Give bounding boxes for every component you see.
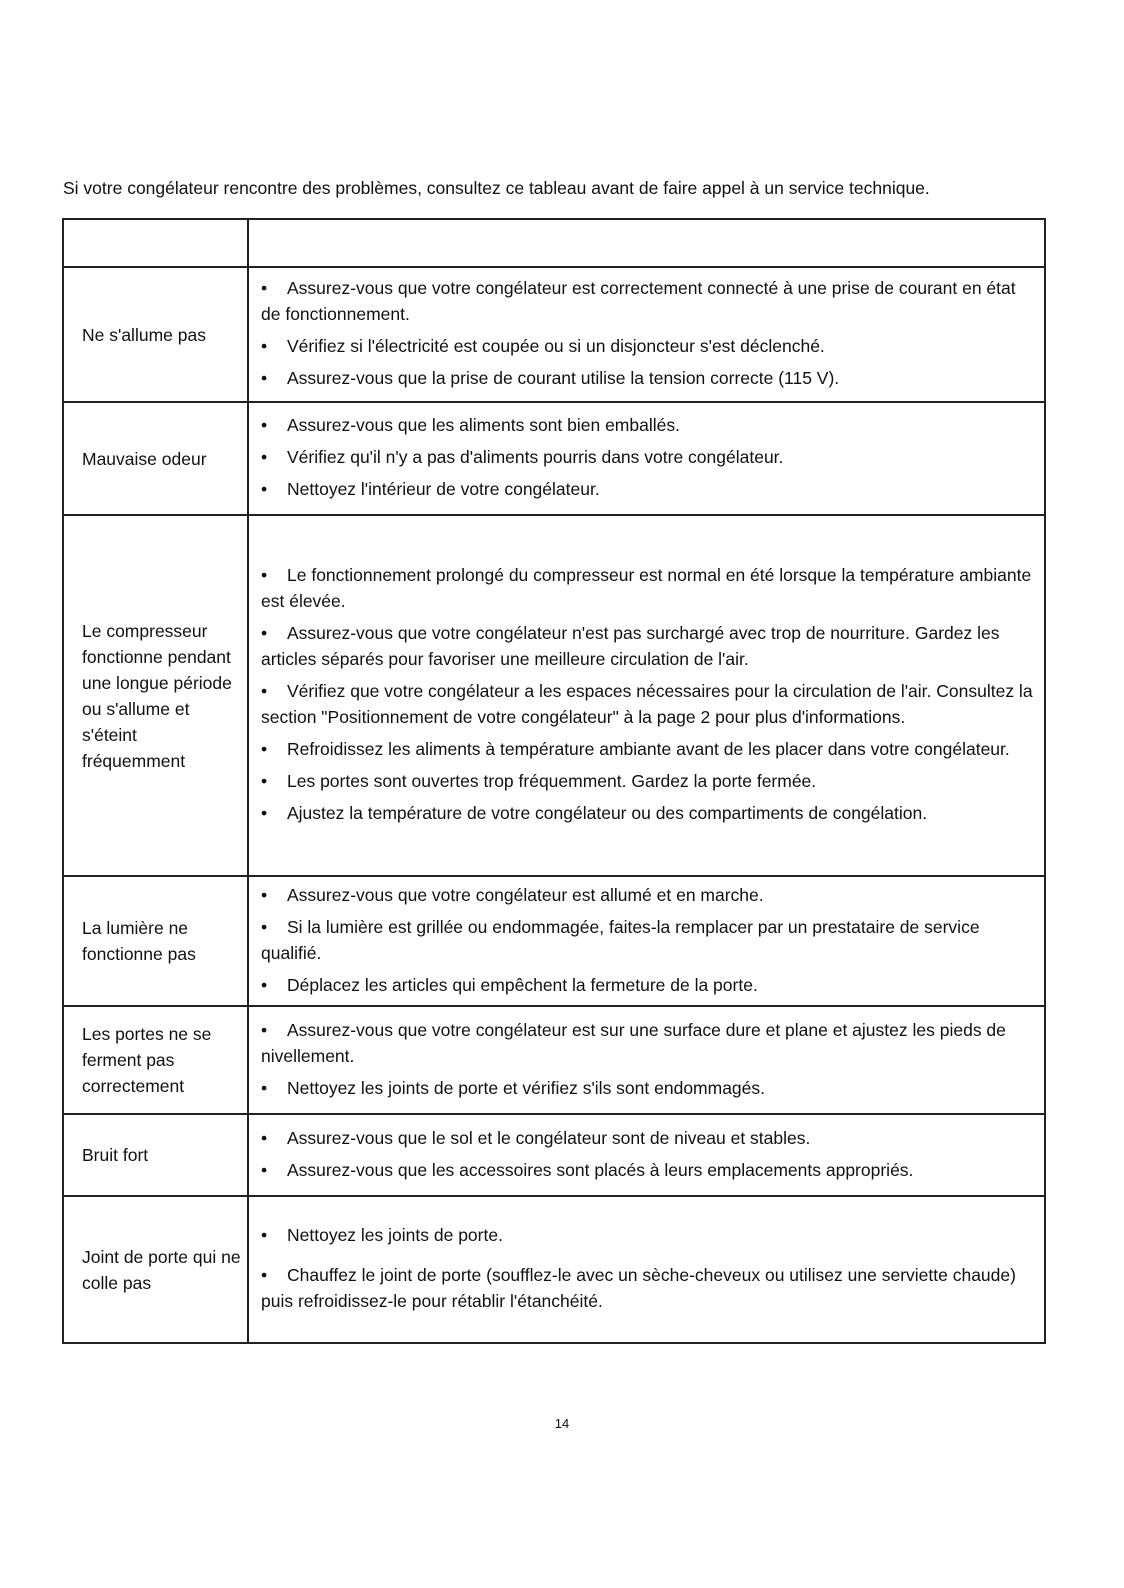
problem-cell: Le compresseur fonctionne pendant une longue période ou s'allume et s'éteint fréquemment [63,515,248,876]
solution-item: • Nettoyez les joints de porte et vérifiez s'ils sont endommagés. [261,1075,1036,1101]
header-solution [248,219,1045,267]
bullet-icon: • [261,1225,268,1245]
solution-item: • Les portes sont ouvertes trop fréquemment. Gardez la porte fermée. [261,768,1036,794]
solution-item: • Assurez-vous que votre congélateur est sur une surface dure et plane et ajustez les pieds de nivellement. [261,1017,1036,1069]
solution-cell [248,515,1045,876]
problem-cell: Bruit fort [63,1114,248,1196]
solution-item: • Le fonctionnement prolongé du compresseur est normal en été lorsque la température ambiante est élevée. [261,562,1036,614]
bullet-icon: • [261,368,268,388]
solution-item: • Refroidissez les aliments à température ambiante avant de les placer dans votre congélateur. [261,736,1036,762]
solution-item: • Ajustez la température de votre congélateur ou des compartiments de congélation. [261,800,1036,826]
intro-text: Si votre congélateur rencontre des problèmes, consultez ce tableau avant de faire appel à un service technique. [63,178,930,198]
solution-cell [248,1114,1045,1196]
bullet-icon: • [261,803,268,823]
bullet-icon: • [261,974,268,995]
solution-item: • Assurez-vous que la prise de courant utilise la tension correcte (115 V). [261,365,1036,391]
bullet-icon: • [261,1019,268,1040]
solution-item: • Assurez-vous que les accessoires sont placés à leurs emplacements appropriés. [261,1157,1036,1183]
bullet-icon: • [261,916,268,937]
bullet-icon: • [261,447,268,467]
bullet-icon: • [261,771,268,791]
solution-item: • Nettoyez l'intérieur de votre congélateur. [261,476,1036,502]
solution-item: • Si la lumière est grillée ou endommagée, faites-la remplacer par un prestataire de service qualifié. [261,914,1036,966]
table-row [63,1196,1045,1343]
solution-item: • Assurez-vous que votre congélateur est allumé et en marche. [261,882,1036,908]
bullet-icon: • [261,1159,268,1180]
solution-item: • Vérifiez si l'électricité est coupée ou si un disjoncteur s'est déclenché. [261,333,1036,359]
bullet-icon: • [261,336,268,356]
solution-item: • Assurez-vous que les aliments sont bien emballés. [261,412,1036,438]
bullet-icon: • [261,1265,268,1285]
solution-item: • Déplacez les articles qui empêchent la fermeture de la porte. [261,972,1036,998]
bullet-icon: • [261,565,268,585]
bullet-icon: • [261,415,268,435]
problem-cell: Ne s'allume pas [63,267,248,402]
bullet-icon: • [261,278,268,298]
problem-cell: Les portes ne se ferment pas correctement [63,1006,248,1114]
solution-item: • Assurez-vous que votre congélateur n'est pas surchargé avec trop de nourriture. Gardez les articles séparés pour favoriser une meilleure circulation de l'air. [261,620,1036,672]
table-row [63,267,1045,402]
bullet-icon: • [261,884,268,905]
problem-cell: Joint de porte qui ne colle pas [63,1196,248,1343]
table-row [63,515,1045,876]
table-row [63,1114,1045,1196]
troubleshooting-table [62,218,1046,1344]
problem-cell: La lumière ne fonctionne pas [63,876,248,1006]
bullet-icon: • [261,479,268,499]
problem-cell: Mauvaise odeur [63,402,248,515]
table-row [63,1006,1045,1114]
solution-item: • Vérifiez qu'il n'y a pas d'aliments pourris dans votre congélateur. [261,444,1036,470]
solution-cell [248,876,1045,1006]
solution-item: • Nettoyez les joints de porte. [261,1222,1036,1248]
table-header-row [63,219,1045,267]
solution-item: • Chauffez le joint de porte (soufflez-le avec un sèche-cheveux ou utilisez une serviette chaude) puis refroidissez-le pour rétablir l'étanchéité. [261,1262,1036,1314]
bullet-icon: • [261,681,268,701]
page-number: 14 [554,1416,570,1431]
bullet-icon: • [261,739,268,759]
header-problem [63,219,248,267]
bullet-icon: • [261,623,268,643]
solution-cell [248,1006,1045,1114]
solution-cell [248,267,1045,402]
solution-cell [248,1196,1045,1343]
solution-item: • Vérifiez que votre congélateur a les espaces nécessaires pour la circulation de l'air. Consultez la section "Positionnement de votre congélateur" à la page 2 pour plus d'informations. [261,678,1036,730]
bullet-icon: • [261,1077,268,1098]
bullet-icon: • [261,1127,268,1148]
solution-item: • Assurez-vous que le sol et le congélateur sont de niveau et stables. [261,1125,1036,1151]
solution-item: • Assurez-vous que votre congélateur est correctement connecté à une prise de courant en état de fonctionnement. [261,275,1036,327]
table-row [63,402,1045,515]
table-row [63,876,1045,1006]
solution-cell [248,402,1045,515]
